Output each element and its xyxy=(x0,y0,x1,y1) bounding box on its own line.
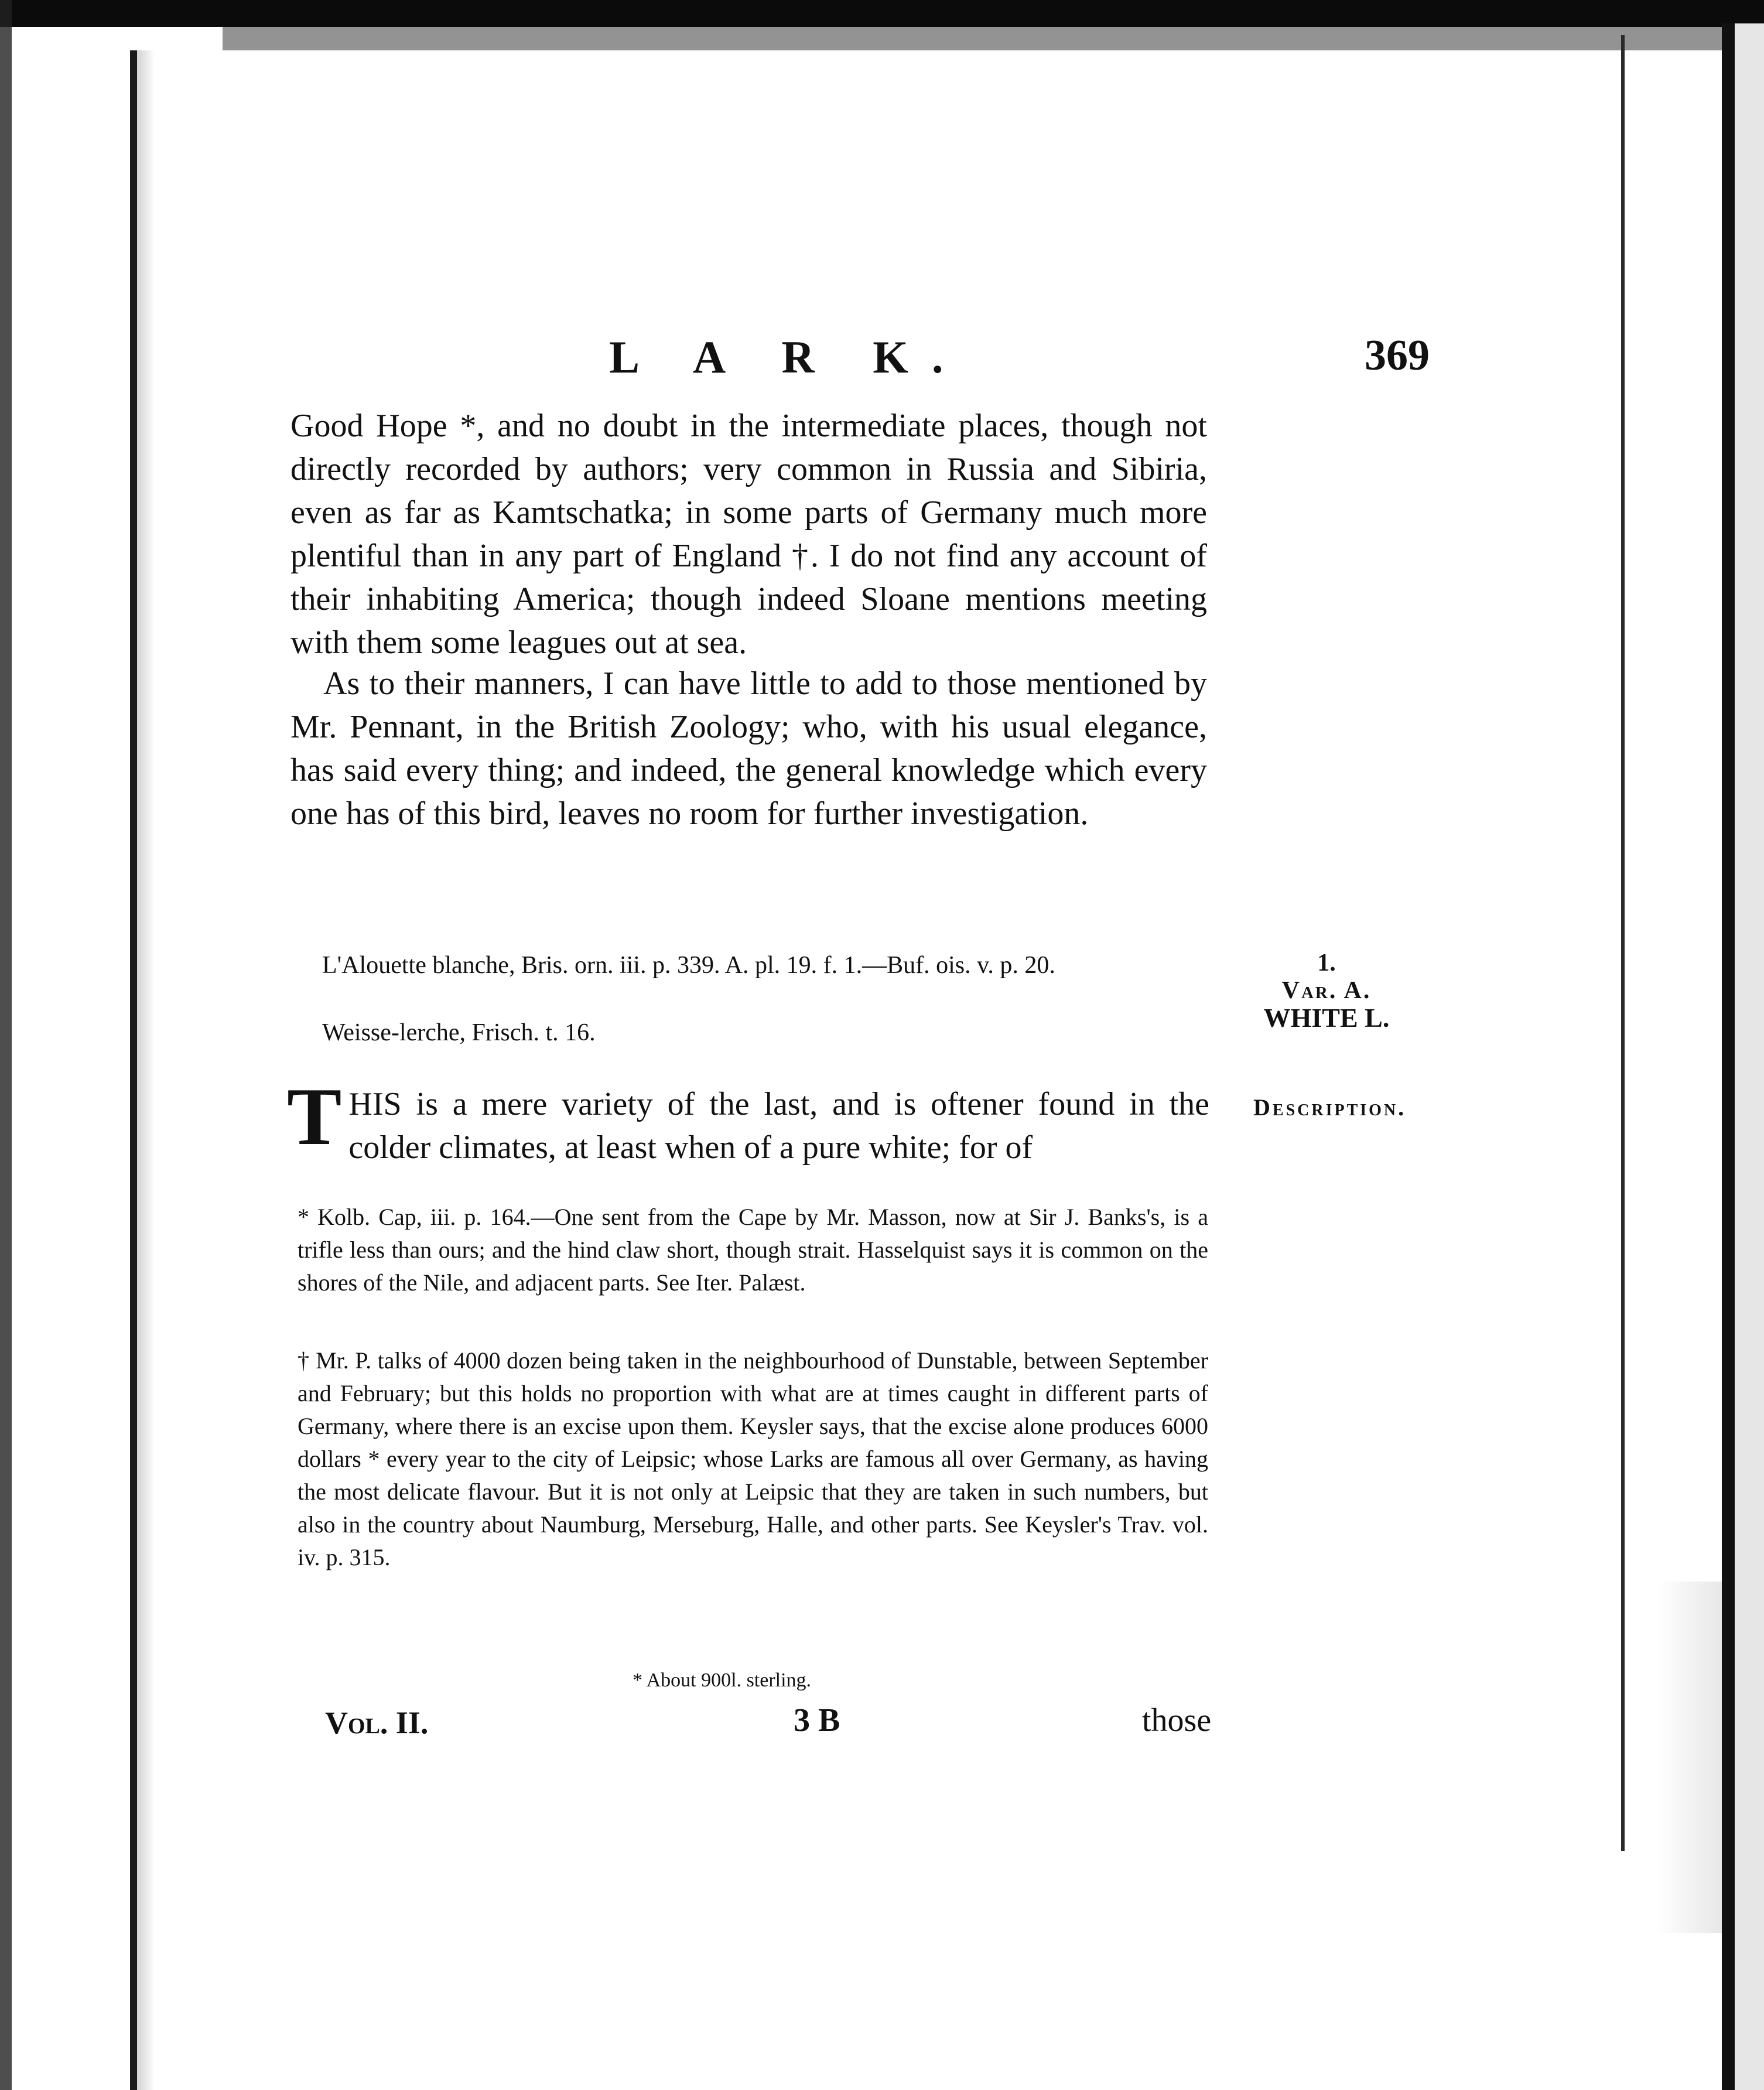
volume-label: Vol. II. xyxy=(325,1705,429,1740)
signature-mark: 3 B xyxy=(794,1702,840,1739)
synonymy-entry-1 xyxy=(322,949,1208,982)
drop-cap: T xyxy=(287,1071,342,1162)
body-paragraph-2 xyxy=(290,662,1207,835)
synonymy-text: L'Alouette blanche, Bris. orn. iii. p. 339. A. pl. 19. f. 1.—Buf. ois. v. p. 20. xyxy=(322,952,1055,979)
paragraph-text: As to their manners, I can have little to add to those mentioned by Mr. Pennant, in the British Zoology; who, with his usual elegance, has said every thing; and indeed, the general knowledge which every one has of this bird, leaves no room for further investigation. xyxy=(290,665,1207,832)
page-right-fold xyxy=(1621,35,1625,1851)
footnote-asterisk xyxy=(298,1201,1208,1299)
sub-footnote: * About 900l. sterling. xyxy=(633,1669,812,1691)
catchword: those xyxy=(1142,1702,1212,1739)
page-number: 369 xyxy=(1365,332,1430,380)
description-text: HIS is a mere variety of the last, and is oftener found in the colder climates, at least when of a pure white; for of xyxy=(348,1086,1209,1166)
page-curl-shadow xyxy=(1657,1582,1722,1933)
footnote-text: † Mr. P. talks of 4000 dozen being taken in the neighbourhood of Dunstable, between September and February; but this holds no proportion with what are at times caught in different parts of Germany, where there is an excise upon them. Keysler says, that the excise alone produces 6000 dollars * every year to the city of Leipsic; whose Larks are famous all over Germany, as having the most delicate flavour. But it is not only at Leipsic that they are taken in such numbers, but also in the country about Naumburg, Merseburg, Halle, and other parts. See Keysler's Trav. vol. iv. p. 315. xyxy=(298,1347,1208,1570)
gutter-shadow xyxy=(137,50,155,2090)
margin-species-number: 1. xyxy=(1317,950,1336,976)
running-title: L A R K. xyxy=(609,332,967,383)
scan-top-shadow xyxy=(223,27,1764,50)
body-paragraph-1 xyxy=(290,404,1207,664)
footnote-dagger xyxy=(298,1344,1208,1574)
description-paragraph xyxy=(287,1071,1209,1169)
footnote-text: * Kolb. Cap, iii. p. 164.—One sent from the Cape by Mr. Masson, now at Sir J. Banks's, is a trifle less than ours; and the hind claw short, though strait. Hasselquist says it is common on the shores of the Nile, and adjacent parts. See Iter. Palæst. xyxy=(298,1204,1208,1296)
synonymy-entry-2 xyxy=(322,1016,1208,1049)
scan-top-border xyxy=(0,0,1764,27)
synonymy-text: Weisse-lerche, Frisch. t. 16. xyxy=(322,1019,596,1046)
scan-left-border xyxy=(0,0,12,2090)
scan-right-shade xyxy=(1735,23,1764,2090)
paragraph-text: Good Hope *, and no doubt in the intermediate places, though not directly recorded by authors; very common in Russia and Sibiria, even as far as Kamtschatka; in some parts of Germany much more plentiful than in any part of England †. I do not find any account of their inhabiting America; though indeed Sloane mentions meeting with them some leagues out at sea. xyxy=(290,408,1207,661)
margin-variety-label: Var. A. xyxy=(1281,977,1372,1004)
page-left-edge xyxy=(130,50,137,2090)
scan-right-border xyxy=(1722,23,1735,2090)
margin-description-label: Description. xyxy=(1253,1094,1407,1121)
margin-species-name: WHITE L. xyxy=(1263,1003,1390,1033)
